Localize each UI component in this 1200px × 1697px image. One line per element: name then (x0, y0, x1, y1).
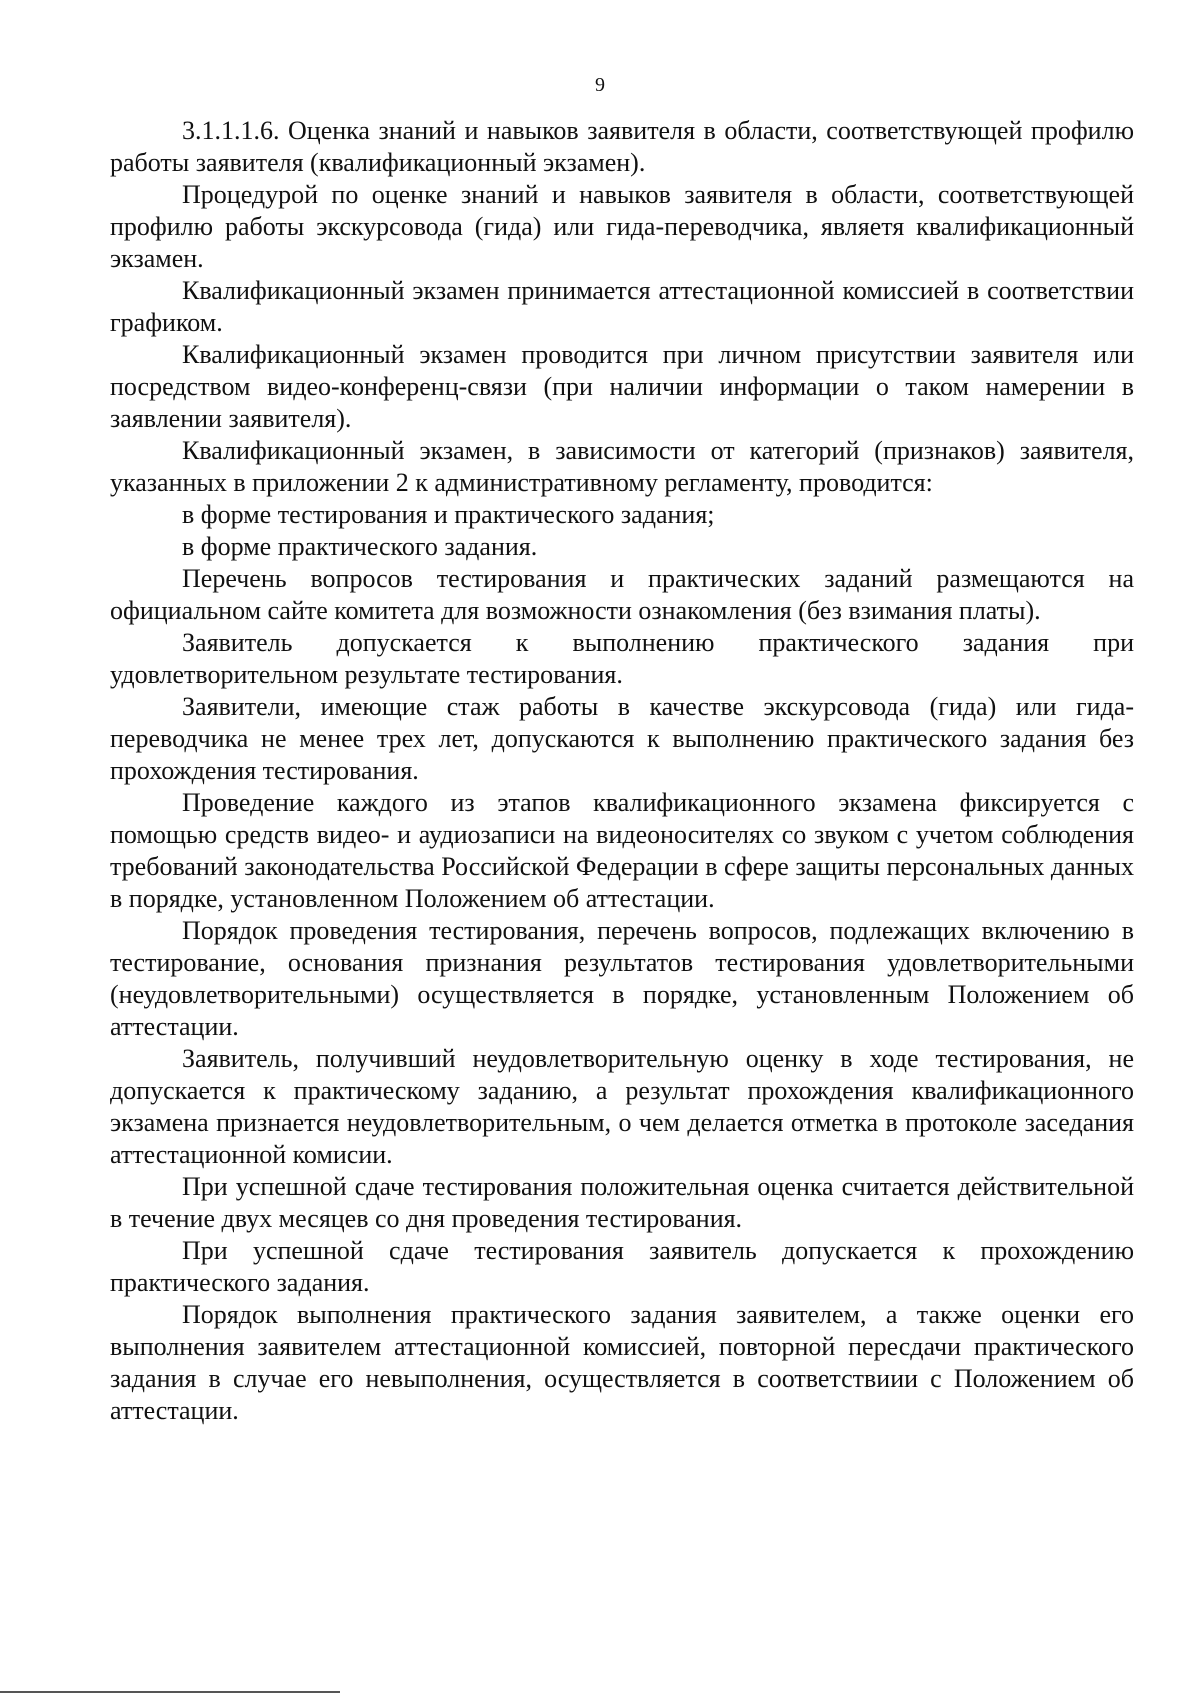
paragraph: При успешной сдаче тестирования положительная оценка считается действительной в течение двух месяцев со дня проведения тестирования. (110, 1172, 1134, 1233)
paragraph: Квалификационный экзамен принимается аттестационной комиссией в соответствии графиком. (110, 276, 1134, 337)
paragraph: Квалификационный экзамен проводится при личном присутствии заявителя или посредством видео-конференц-связи (при наличии информации о таком намерении в заявлении заявителя). (110, 340, 1134, 433)
paragraph: Квалификационный экзамен, в зависимости от категорий (признаков) заявителя, указанных в приложении 2 к административному регламенту, проводится: (110, 436, 1134, 497)
paragraph: Порядок выполнения практического задания заявителем, а также оценки его выполнения заявителем аттестационной комиссией, повторной пересдачи практического задания в случае его невыполнения, осуществляется в соответствиии с Положением об аттестации. (110, 1300, 1134, 1425)
paragraph: Заявитель, получивший неудовлетворительную оценку в ходе тестирования, не допускается к практическому заданию, а результат прохождения квалификационного экзамена признается неудовлетворительным, о чем делается отметка в протоколе заседания аттестационной комисии. (110, 1044, 1134, 1169)
section-heading-paragraph: 3.1.1.1.6. Оценка знаний и навыков заявителя в области, соответствующей профилю работы заявителя (квалификационный экзамен). (110, 116, 1134, 177)
paragraph: Проведение каждого из этапов квалификационного экзамена фиксируется с помощью средств видео- и аудиозаписи на видеоносителях со звуком с учетом соблюдения требований законодательства Российской Федерации в сфере защиты персональных данных в порядке, установленном Положением об аттестации. (110, 788, 1134, 913)
paragraph: Перечень вопросов тестирования и практических заданий размещаются на официальном сайте комитета для возможности ознакомления (без взимания платы). (110, 564, 1134, 625)
paragraph: Порядок проведения тестирования, перечень вопросов, подлежащих включению в тестирование, основания признания результатов тестирования удовлетворительными (неудовлетворительными) осуществляется в порядке, установленным Положением об аттестации. (110, 916, 1134, 1041)
paragraph: Процедурой по оценке знаний и навыков заявителя в области, соответствующей профилю работы экскурсовода (гида) или гида-переводчика, являетя квалификационный экзамен. (110, 180, 1134, 273)
page-number: 9 (595, 74, 605, 96)
paragraph: При успешной сдаче тестирования заявитель допускается к прохождению практического задания. (110, 1236, 1134, 1297)
scan-edge-line (0, 1691, 340, 1693)
paragraph: Заявитель допускается к выполнению практического задания при удовлетворительном результате тестирования. (110, 628, 1134, 689)
document-body (110, 115, 1134, 1427)
list-item-paragraph: в форме практического задания. (182, 532, 538, 561)
paragraph: Заявители, имеющие стаж работы в качестве экскурсовода (гида) или гида-переводчика не менее трех лет, допускаются к выполнению практического задания без прохождения тестирования. (110, 692, 1134, 785)
list-item-paragraph: в форме тестирования и практического задания; (182, 500, 715, 529)
